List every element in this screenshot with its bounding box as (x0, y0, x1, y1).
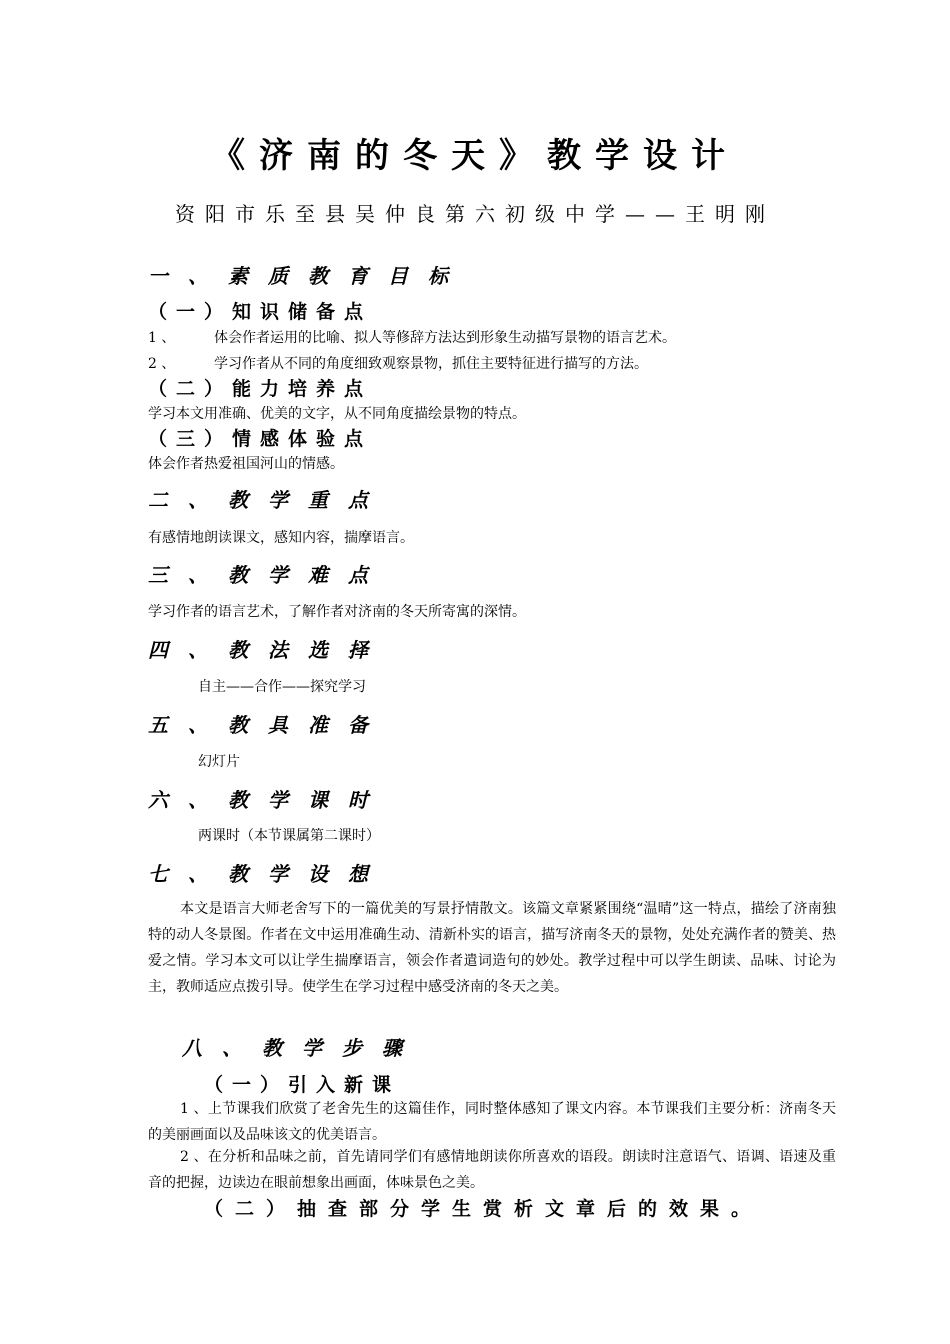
section-6-heading: 六、教学课时 (148, 788, 388, 812)
paragraph: 本文是语言大师老舍写下的一篇优美的写景抒情散文。该篇文章紧紧围绕“温晴”这一特点，描绘了济南独特的动人冬景图。作者在文中运用准确生动、清新朴实的语言，描写济南冬天的景物，处处充满作者的赞美、热爱之情。学习本文可以让学生揣摩语言，领会作者遣词造句的妙处。教学过程中可以学生朗读、品味、讨论为主，教师适应点拨引导。使学生在学习过程中感受济南的冬天之美。 (148, 901, 836, 995)
list-number: 2 、 (148, 356, 176, 372)
section-5-heading: 五、教具准备 (148, 713, 388, 737)
section-1b-heading: （二）能力培养点 (148, 378, 373, 400)
list-item (148, 327, 676, 347)
list-text: 学习作者从不同的角度细致观察景物，抓住主要特征进行描写的方法。 (214, 356, 648, 372)
paragraph: 自主——合作——探究学习 (198, 679, 366, 695)
paragraph: 2 、在分析和品味之前，首先请同学们有感情地朗读你所喜欢的语段。朗读时注意语气、语调、语速及重音的把握，边读边在眼前想象出画面，体味景色之美。 (148, 1149, 836, 1191)
paragraph: 学习本文用准确、优美的文字，从不同角度描绘景物的特点。 (148, 406, 526, 422)
paragraph: 1 、上节课我们欣赏了老舍先生的这篇佳作，同时整体感知了课文内容。本节课我们主要分析：济南冬天的美丽画面以及品味该文的优美语言。 (148, 1101, 836, 1143)
document-title: 《济南的冬天》教学设计 (211, 136, 739, 176)
section-4-heading: 四、教法选择 (148, 638, 388, 662)
paragraph: 学习作者的语言艺术，了解作者对济南的冬天所寄寓的深情。 (148, 604, 526, 620)
section-7-heading: 七、教学设想 (148, 862, 388, 886)
paragraph: 有感情地朗读课文，感知内容，揣摩语言。 (148, 530, 414, 546)
list-text: 体会作者运用的比喻、拟人等修辞方法达到形象生动描写景物的语言艺术。 (214, 330, 676, 346)
list-number: 1 、 (148, 330, 176, 346)
section-1-heading: 一、素质教育目标 (148, 264, 468, 288)
paragraph: 体会作者热爱祖国河山的情感。 (148, 456, 344, 472)
section-8b-heading: （二）抽查部分学生赏析文章后的效果。 (204, 1198, 763, 1220)
section-8a-heading: （一）引入新课 (204, 1074, 401, 1096)
section-3-heading: 三、教学难点 (148, 563, 388, 587)
author-line: 资阳市乐至县吴仲良第六初级中学——王明刚 (175, 202, 775, 226)
section-8-heading: 八、教学步骤 (182, 1036, 422, 1060)
section-2-heading: 二、教学重点 (148, 488, 388, 512)
section-1c-heading: （三）情感体验点 (148, 428, 373, 450)
section-1a-heading: （一）知识储备点 (148, 301, 373, 323)
list-item (148, 353, 648, 373)
paragraph: 幻灯片 (198, 754, 240, 770)
paragraph: 两课时（本节课属第二课时） (198, 828, 380, 844)
